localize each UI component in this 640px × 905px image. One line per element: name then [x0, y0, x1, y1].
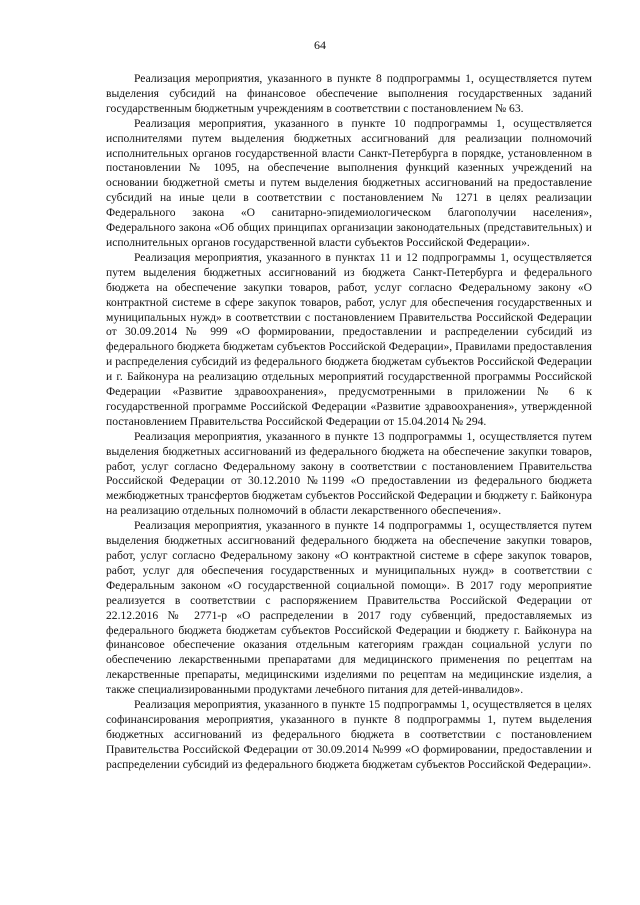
- paragraph-item-8: Реализация мероприятия, указанного в пункте 8 подпрограммы 1, осуществляется путем выделения субсидий на финансовое обеспечение выполнения государственных заданий государственным бюджетным учреждениям в соответствии с постановлением № 63.: [106, 72, 592, 115]
- paragraph-item-13: Реализация мероприятия, указанного в пункте 13 подпрограммы 1, осуществляется путем выделения бюджетных ассигнований из федерального бюджета на обеспечение закупки товаров, работ, услуг согласно Федеральному закону в соответствии с постановлением Правительства Российской Федерации от 30.12.2010 №1199 «О предоставлении из федерального бюджета межбюджетных трансфертов бюджетам субъектов Российской Федерации и бюджету г. Байконура на реализацию отдельных полномочий в области лекарственного обеспечения».: [106, 429, 592, 518]
- paragraph-item-14: Реализация мероприятия, указанного в пункте 14 подпрограммы 1, осуществляется путем выделения бюджетных ассигнований федерального бюджета на обеспечение закупки товаров, работ, услуг согласно Федеральному закону «О контрактной системе в сфере закупок товаров, работ, услуг для обеспечения государственных и муниципальных нужд» в соответствии с Федеральным законом «О государственной социальной помощи». В 2017 году мероприятие реализуется в соответствии с распоряжением Правительства Российской Федерации от 22.12.2016 № 2771-р «О распределении в 2017 году субвенций, предоставляемых из федерального бюджета бюджетам субъектов Российской Федерации и бюджету г. Байконура на финансовое обеспечение оказания отдельным категориям граждан социальной услуги по обеспечению лекарственными препаратами для медицинского применения по рецептам на лекарственные препараты, медицинскими изделиями по рецептам на медицинские изделия, а также специализированными продуктами лечебного питания для детей-инвалидов».: [106, 519, 592, 697]
- paragraph-item-10: Реализация мероприятия, указанного в пункте 10 подпрограммы 1, осуществляется исполнителями путем выделения бюджетных ассигнований для реализации полномочий исполнительных органов государственной власти Санкт-Петербурга в порядке, установленном в постановлении № 1095, на обеспечение выполнения функций казенных учреждений на основании бюджетной сметы и путем выделения бюджетных ассигнований на предоставление субсидий на иные цели в соответствии с постановлением № 1271 в целях реализации Федерального закона «О санитарно-эпидемиологическом благополучии населения», Федерального закона «Об общих принципах организации законодательных (представительных) и исполнительных органов государственной власти субъектов Российской Федерации».: [106, 116, 592, 249]
- paragraph-items-11-12: Реализация мероприятия, указанного в пунктах 11 и 12 подпрограммы 1, осуществляется путем выделения бюджетных ассигнований из бюджета Санкт-Петербурга и федерального бюджета на обеспечение закупки товаров, работ, услуг согласно Федеральному закону «О контрактной системе в сфере закупок товаров, работ, услуг для обеспечения государственных и муниципальных нужд» в соответствии с постановлением Правительства Российской Федерации от 30.09.2014 № 999 «О формировании, предоставлении и распределении субсидий из федерального бюджета бюджетам субъектов Российской Федерации», Правилами предоставления и распределения субсидий из федерального бюджета бюджетам субъектов Российской Федерации и г. Байконура на реализацию отдельных мероприятий государственной программы Российской Федерации «Развитие здравоохранения», предусмотренными в приложении № 6 к государственной программе Российской Федерации «Развитие здравоохранения», утвержденной постановлением Правительства Российской Федерации от 15.04.2014 № 294.: [106, 250, 592, 428]
- document-body: [106, 72, 592, 773]
- paragraph-item-15: Реализация мероприятия, указанного в пункте 15 подпрограммы 1, осуществляется в целях софинансирования мероприятия, указанного в пункте 8 подпрограммы 1, путем выделения бюджетных ассигнований из федерального бюджета в соответствии с постановлением Правительства Российской Федерации от 30.09.2014 №999 «О формировании, предоставлении и распределении субсидий из федерального бюджета бюджетам субъектов Российской Федерации».: [106, 698, 592, 771]
- page-number: 64: [314, 38, 326, 52]
